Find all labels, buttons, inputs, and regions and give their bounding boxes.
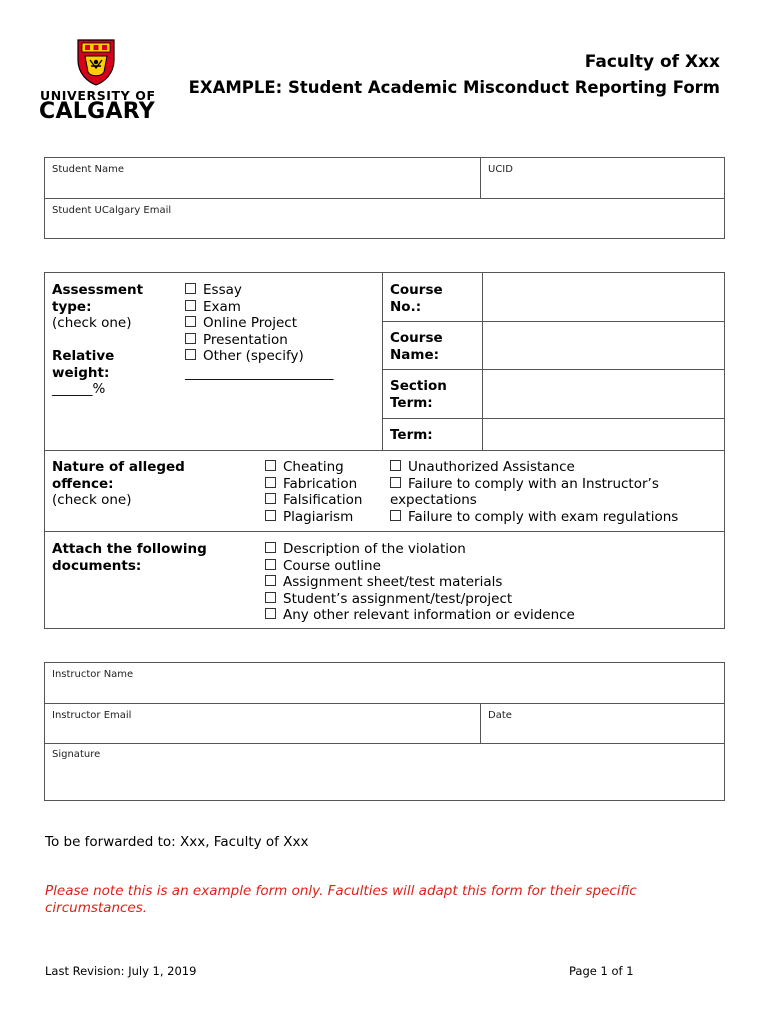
option-failure-exam[interactable]: Failure to comply with exam regulations: [390, 509, 678, 526]
instructor-info-box: [44, 662, 725, 801]
form-title: EXAMPLE: Student Academic Misconduct Reporting Form: [188, 78, 720, 97]
documents-label: Attach the following documents:: [52, 541, 207, 574]
assessment-type-options: [185, 282, 334, 381]
signature-field[interactable]: Signature: [52, 749, 101, 760]
option-fabrication[interactable]: Fabrication: [265, 476, 362, 493]
checkbox-icon[interactable]: [185, 300, 196, 311]
course-name-label: Course Name:: [390, 330, 443, 363]
documents-list: [265, 541, 575, 624]
date-field[interactable]: Date: [488, 710, 512, 721]
offence-options-right: [390, 459, 678, 525]
divider: [382, 272, 383, 450]
divider: [44, 531, 725, 532]
option-online-project[interactable]: Online Project: [185, 315, 334, 332]
page-number: Page 1 of 1: [569, 964, 634, 978]
instructor-name-field[interactable]: Instructor Name: [52, 669, 134, 680]
checkbox-icon[interactable]: [185, 316, 196, 327]
divider: [44, 198, 725, 199]
divider: [44, 743, 725, 744]
faculty-name: Faculty of Xxx: [584, 52, 720, 72]
assessment-type-label: Assessment type: (check one): [52, 282, 144, 331]
section-term-input[interactable]: [483, 370, 724, 418]
logo-university-of: UNIVERSITY OF: [40, 88, 156, 103]
course-name-input[interactable]: [483, 322, 724, 369]
university-crest-icon: [76, 38, 116, 86]
checkbox-icon[interactable]: [390, 510, 401, 521]
divider: [44, 450, 725, 451]
forwarded-to-text: To be forwarded to: Xxx, Faculty of Xxx: [45, 834, 309, 850]
option-failure-instructor-cont: expectations: [390, 492, 477, 508]
other-specify-blank[interactable]: ______________________: [185, 364, 334, 381]
doc-course-outline[interactable]: Course outline: [265, 558, 575, 575]
divider: [480, 157, 481, 198]
section-term-label: Section Term:: [390, 378, 447, 411]
checkbox-icon[interactable]: [265, 493, 276, 504]
divider: [480, 703, 481, 743]
doc-other-evidence[interactable]: Any other relevant information or evidence: [265, 607, 575, 624]
option-cheating[interactable]: Cheating: [265, 459, 362, 476]
checkbox-icon[interactable]: [265, 510, 276, 521]
course-no-input[interactable]: [483, 273, 724, 321]
option-falsification[interactable]: Falsification: [265, 492, 362, 509]
checkbox-icon[interactable]: [265, 575, 276, 586]
option-essay[interactable]: Essay: [185, 282, 334, 299]
checkbox-icon[interactable]: [390, 460, 401, 471]
checkbox-icon[interactable]: [265, 460, 276, 471]
option-plagiarism[interactable]: Plagiarism: [265, 509, 362, 526]
option-failure-instructor[interactable]: Failure to comply with an Instructor’s: [390, 476, 678, 493]
checkbox-icon[interactable]: [185, 349, 196, 360]
instructor-email-field[interactable]: Instructor Email: [52, 710, 132, 721]
example-note: Please note this is an example form only. Faculties will adapt this form for their specific circumstances.: [45, 883, 637, 916]
checkbox-icon[interactable]: [185, 333, 196, 344]
option-other[interactable]: Other (specify): [185, 348, 334, 365]
option-exam[interactable]: Exam: [185, 299, 334, 316]
logo-calgary: CALGARY: [39, 99, 156, 124]
option-presentation[interactable]: Presentation: [185, 332, 334, 349]
checkbox-icon[interactable]: [265, 542, 276, 553]
checkbox-icon[interactable]: [265, 592, 276, 603]
divider: [44, 703, 725, 704]
student-email-field[interactable]: Student UCalgary Email: [52, 205, 172, 216]
student-name-field[interactable]: Student Name: [52, 164, 125, 175]
checkbox-icon[interactable]: [185, 283, 196, 294]
checkbox-icon[interactable]: [265, 477, 276, 488]
checkbox-icon[interactable]: [265, 608, 276, 619]
weight-blank[interactable]: ______%: [52, 381, 106, 397]
last-revision: Last Revision: July 1, 2019: [45, 964, 197, 978]
offence-options-left: [265, 459, 362, 525]
doc-description[interactable]: Description of the violation: [265, 541, 575, 558]
option-unauthorized-assistance[interactable]: Unauthorized Assistance: [390, 459, 678, 476]
checkbox-icon[interactable]: [390, 477, 401, 488]
offence-label: Nature of alleged offence: (check one): [52, 459, 185, 508]
doc-assignment-sheet[interactable]: Assignment sheet/test materials: [265, 574, 575, 591]
relative-weight-label: Relative weight: ______%: [52, 348, 115, 397]
term-label: Term:: [390, 427, 433, 443]
ucid-field[interactable]: UCID: [488, 164, 513, 175]
doc-student-assignment[interactable]: Student’s assignment/test/project: [265, 591, 575, 608]
term-input[interactable]: [483, 419, 724, 450]
checkbox-icon[interactable]: [265, 559, 276, 570]
course-no-label: Course No.:: [390, 282, 443, 315]
